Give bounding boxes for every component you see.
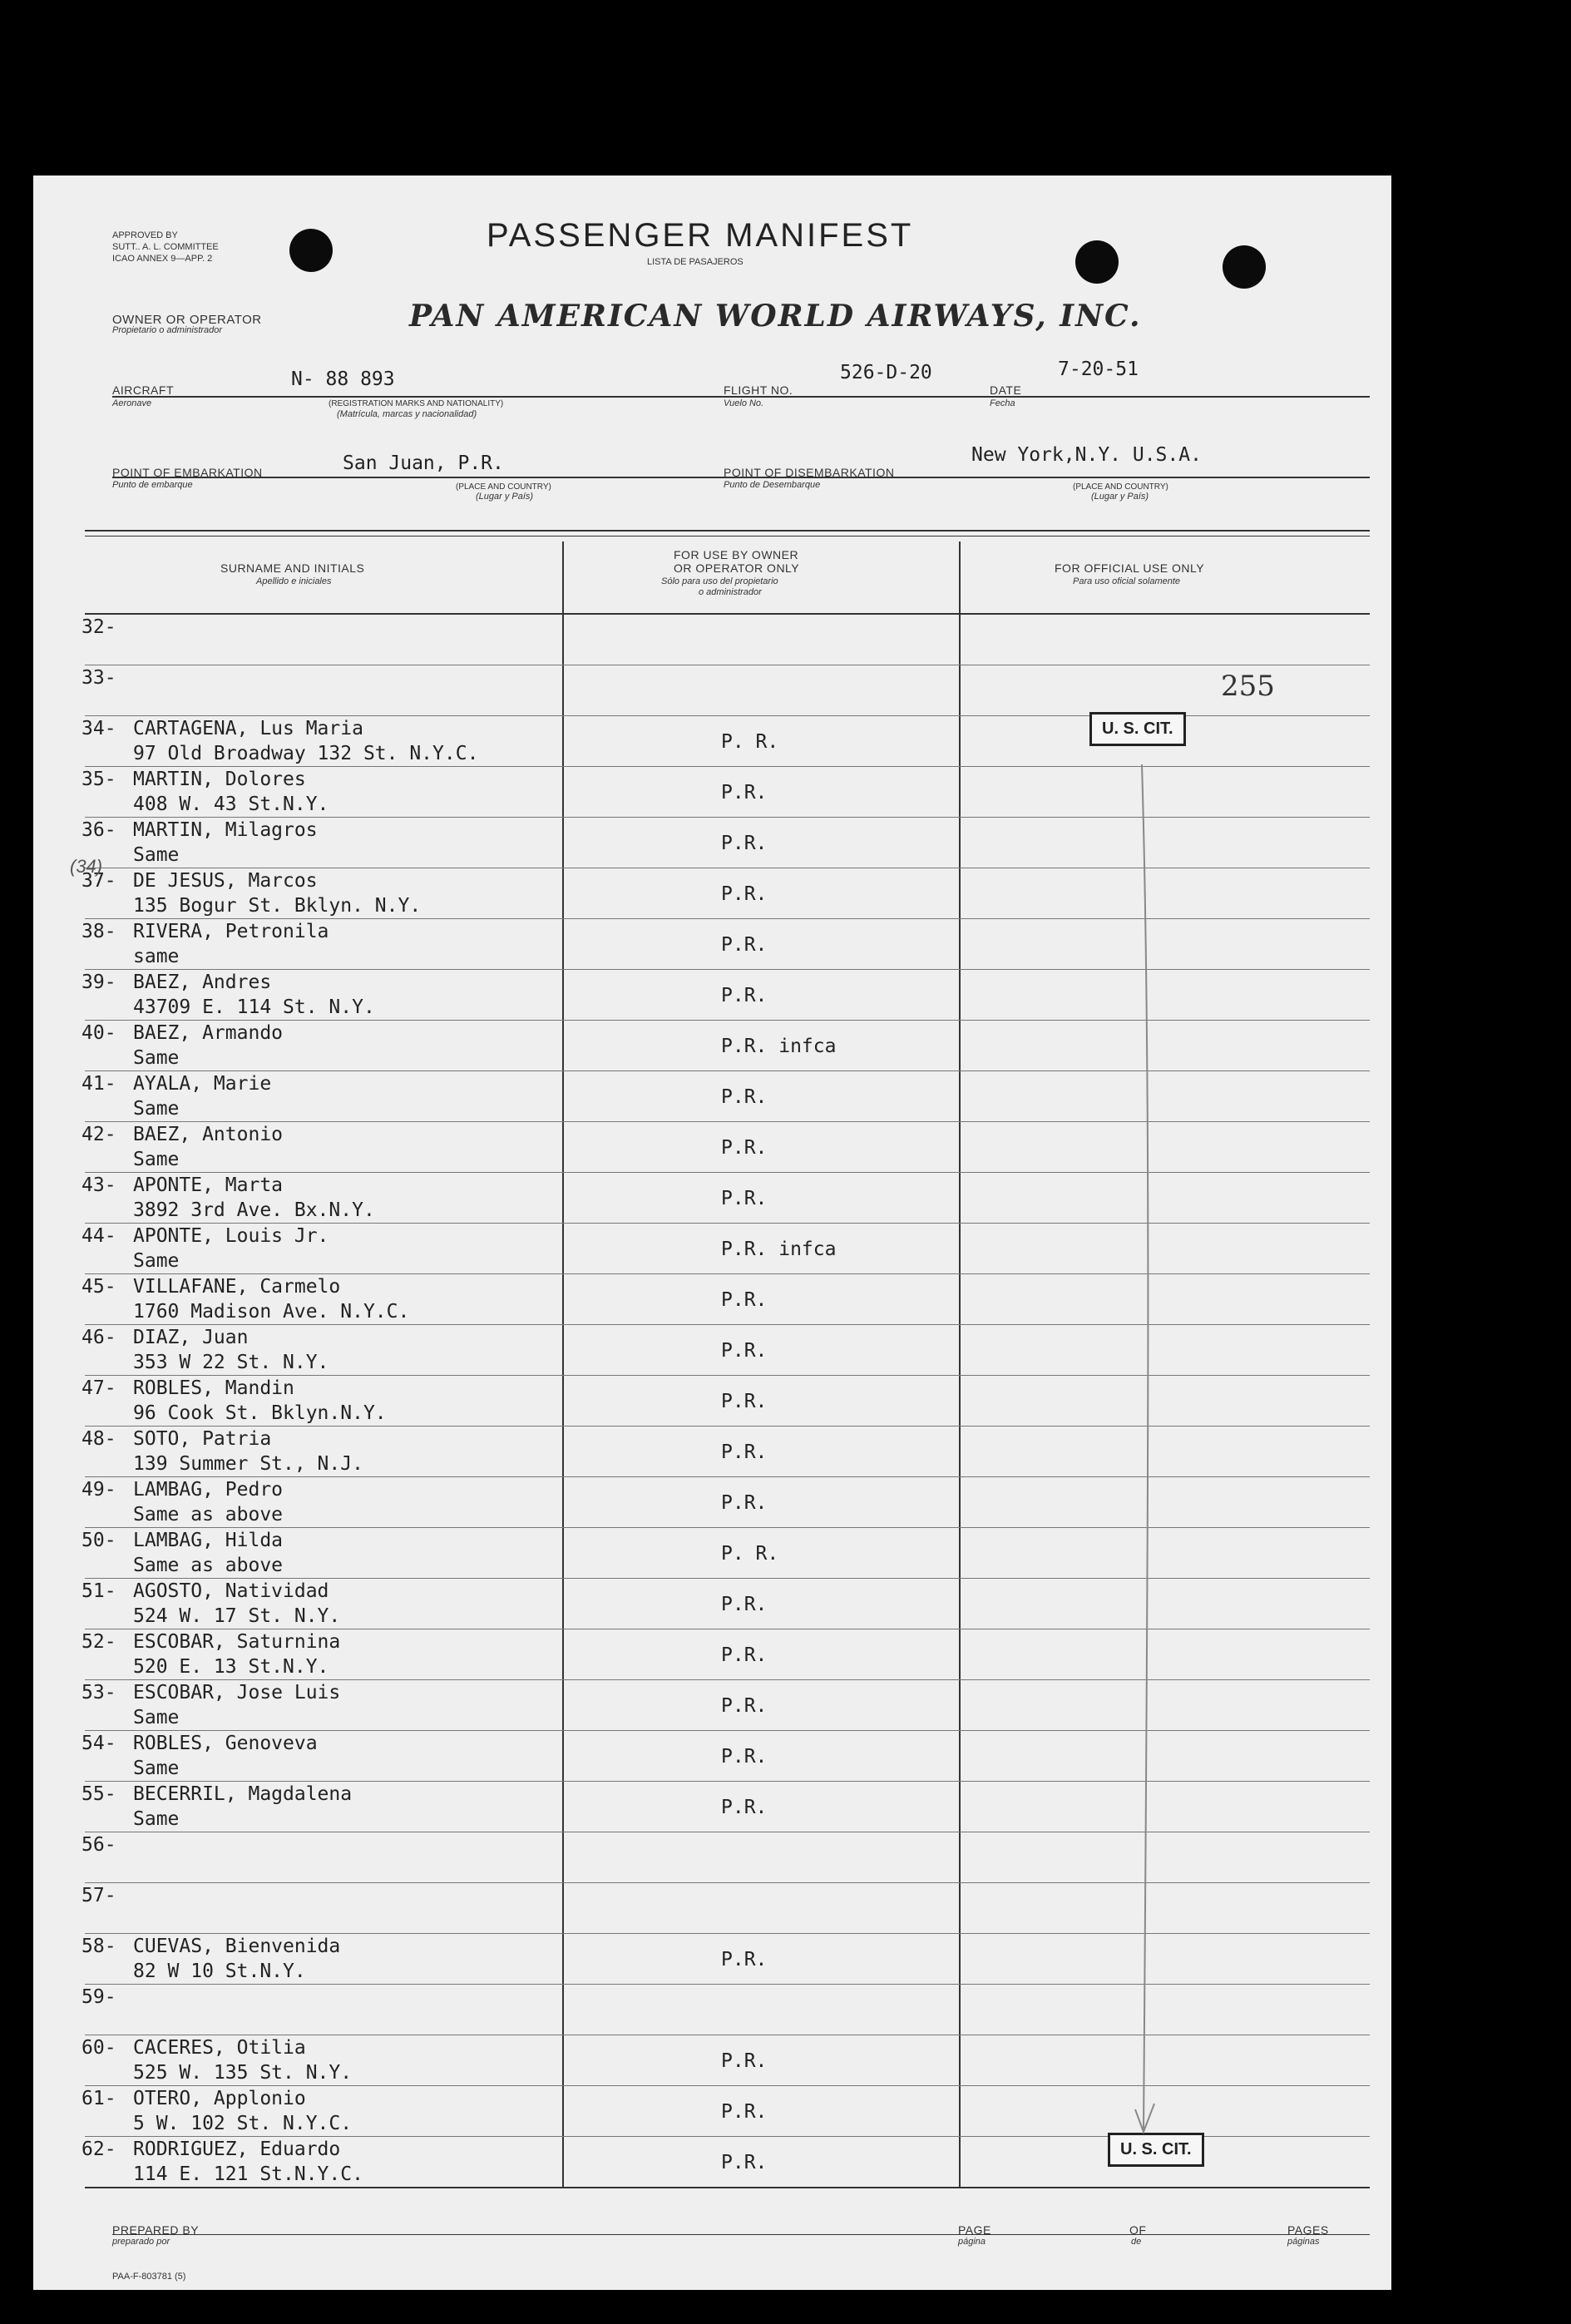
- owner-use-entry: P. R.: [721, 1543, 779, 1565]
- margin-note: (34): [70, 856, 103, 877]
- passenger-name: LAMBAG, Pedro: [133, 1479, 284, 1501]
- owner-use-entry: P. R.: [721, 731, 779, 753]
- col-owner-header-es-1: Sólo para uso del propietario: [661, 576, 778, 586]
- owner-use-entry: P.R.: [721, 782, 768, 804]
- row-number: 55-: [82, 1783, 116, 1805]
- aircraft-label: AIRCRAFT: [112, 383, 174, 397]
- page-label-es: página: [958, 2237, 986, 2247]
- owner-use-entry: P.R.: [721, 833, 768, 854]
- owner-use-entry: P.R.: [721, 2050, 768, 2072]
- passenger-address: 353 W 22 St. N.Y.: [133, 1352, 329, 1373]
- owner-use-entry: P.R.: [721, 883, 768, 905]
- passenger-address: Same: [133, 844, 180, 866]
- us-citizen-stamp-top: U. S. CIT.: [1089, 712, 1186, 746]
- row-number: 52-: [82, 1631, 116, 1653]
- passenger-address: 524 W. 17 St. N.Y.: [133, 1605, 341, 1627]
- row-number: 54-: [82, 1733, 116, 1754]
- col-official-header-es: Para uso oficial solamente: [1073, 576, 1181, 586]
- page-label: PAGE: [958, 2223, 991, 2237]
- passenger-name: APONTE, Marta: [133, 1174, 284, 1196]
- passenger-address: 97 Old Broadway 132 St. N.Y.C.: [133, 743, 479, 764]
- passenger-address: Same as above: [133, 1504, 284, 1525]
- row-number: 36-: [82, 819, 116, 841]
- row-number: 32-: [82, 616, 116, 638]
- col-owner-header-2: OR OPERATOR ONLY: [674, 561, 800, 575]
- page-number-annotation: 255: [1221, 670, 1275, 703]
- row-number: 61-: [82, 2088, 116, 2109]
- owner-use-entry: P.R.: [721, 1340, 768, 1362]
- owner-use-entry: P.R.: [721, 1086, 768, 1108]
- embark-place-label-es: (Lugar y País): [476, 492, 534, 502]
- passenger-address: 43709 E. 114 St. N.Y.: [133, 996, 375, 1018]
- passenger-address: Same: [133, 1098, 180, 1120]
- form-number: PAA-F-803781 (5): [112, 2272, 186, 2282]
- passenger-address: 114 E. 121 St.N.Y.C.: [133, 2163, 363, 2185]
- passenger-name: BAEZ, Armando: [133, 1022, 284, 1044]
- approval-line-1: APPROVED BY: [112, 230, 178, 240]
- owner-use-entry: P.R.: [721, 1289, 768, 1311]
- owner-use-entry: P.R.: [721, 985, 768, 1006]
- row-number: 40-: [82, 1022, 116, 1044]
- date-label: DATE: [990, 383, 1022, 397]
- prepared-by-label-es: preparado por: [112, 2237, 170, 2247]
- pages-label-es: páginas: [1287, 2237, 1320, 2247]
- of-label: OF: [1129, 2223, 1147, 2237]
- row-number: 41-: [82, 1073, 116, 1095]
- passenger-address: Same: [133, 1047, 180, 1069]
- row-number: 43-: [82, 1174, 116, 1196]
- row-number: 35-: [82, 769, 116, 790]
- owner-label-es: Propietario o administrador: [112, 325, 223, 335]
- owner-use-entry: P.R.: [721, 2152, 768, 2173]
- row-number: 59-: [82, 1986, 116, 2008]
- passenger-name: OTERO, Applonio: [133, 2088, 306, 2109]
- date-value: 7-20-51: [1058, 358, 1139, 380]
- owner-use-entry: P.R.: [721, 1492, 768, 1514]
- passenger-address: Same: [133, 1149, 180, 1170]
- disembark-value: New York,N.Y. U.S.A.: [971, 444, 1202, 466]
- passenger-name: ROBLES, Genoveva: [133, 1733, 318, 1754]
- owner-use-entry: P.R.: [721, 1695, 768, 1717]
- passenger-address: 135 Bogur St. Bklyn. N.Y.: [133, 895, 422, 917]
- row-number: 50-: [82, 1530, 116, 1551]
- row-number: 38-: [82, 921, 116, 942]
- owner-use-entry: P.R. infca: [721, 1036, 837, 1057]
- passenger-address: 525 W. 135 St. N.Y.: [133, 2062, 353, 2084]
- owner-use-entry: P.R.: [721, 1949, 768, 1970]
- col-owner-header-es-2: o administrador: [699, 587, 762, 597]
- passenger-name: MARTIN, Milagros: [133, 819, 318, 841]
- row-number: 37-: [82, 870, 116, 892]
- passenger-name: ESCOBAR, Saturnina: [133, 1631, 341, 1653]
- passenger-name: SOTO, Patria: [133, 1428, 272, 1450]
- row-number: 62-: [82, 2139, 116, 2160]
- passenger-name: DIAZ, Juan: [133, 1327, 249, 1348]
- owner-use-entry: P.R.: [721, 1391, 768, 1412]
- passenger-name: RODRIGUEZ, Eduardo: [133, 2139, 341, 2160]
- passenger-name: VILLAFANE, Carmelo: [133, 1276, 341, 1298]
- owner-use-entry: P.R.: [721, 1746, 768, 1768]
- us-citizen-stamp-bottom: U. S. CIT.: [1108, 2133, 1204, 2167]
- passenger-address: Same: [133, 1758, 180, 1779]
- passenger-address: 1760 Madison Ave. N.Y.C.: [133, 1301, 410, 1323]
- passenger-name: BECERRIL, Magdalena: [133, 1783, 353, 1805]
- embark-label-es: Punto de embarque: [112, 480, 193, 490]
- passenger-name: AYALA, Marie: [133, 1073, 272, 1095]
- passenger-address: 408 W. 43 St.N.Y.: [133, 794, 329, 815]
- passenger-name: BAEZ, Antonio: [133, 1124, 284, 1145]
- row-number: 42-: [82, 1124, 116, 1145]
- col-owner-header-1: FOR USE BY OWNER: [674, 548, 799, 561]
- pencil-bracket-line: [33, 176, 1391, 2290]
- owner-use-entry: P.R.: [721, 1797, 768, 1818]
- disembark-place-label: (PLACE AND COUNTRY): [1073, 482, 1168, 492]
- row-number: 47-: [82, 1377, 116, 1399]
- flight-label-es: Vuelo No.: [724, 398, 764, 408]
- disembark-label-es: Punto de Desembarque: [724, 480, 821, 490]
- owner-use-entry: P.R.: [721, 1644, 768, 1666]
- passenger-name: APONTE, Louis Jr.: [133, 1225, 329, 1247]
- owner-use-entry: P.R.: [721, 1188, 768, 1209]
- row-number: 34-: [82, 718, 116, 739]
- approval-line-3: ICAO ANNEX 9—APP. 2: [112, 254, 213, 264]
- passenger-address: Same: [133, 1808, 180, 1830]
- passenger-name: BAEZ, Andres: [133, 972, 272, 993]
- disembark-label: POINT OF DISEMBARKATION: [724, 466, 895, 479]
- row-number: 60-: [82, 2037, 116, 2059]
- passenger-address: same: [133, 946, 180, 967]
- passenger-name: DE JESUS, Marcos: [133, 870, 318, 892]
- col-surname-header: SURNAME AND INITIALS: [220, 561, 365, 575]
- aircraft-label-es: Aeronave: [112, 398, 152, 408]
- owner-use-entry: P.R.: [721, 1594, 768, 1615]
- date-label-es: Fecha: [990, 398, 1015, 408]
- row-number: 48-: [82, 1428, 116, 1450]
- row-number: 56-: [82, 1834, 116, 1856]
- pages-label: PAGES: [1287, 2223, 1329, 2237]
- footer-rule: [112, 2234, 1370, 2235]
- registration-label: (REGISTRATION MARKS AND NATIONALITY): [329, 399, 504, 408]
- page-title-sub: LISTA DE PASAJEROS: [647, 257, 744, 267]
- passenger-address: 139 Summer St., N.J.: [133, 1453, 363, 1475]
- passenger-address: 96 Cook St. Bklyn.N.Y.: [133, 1402, 387, 1424]
- row-number: 58-: [82, 1936, 116, 1957]
- row-number: 49-: [82, 1479, 116, 1501]
- passenger-address: 3892 3rd Ave. Bx.N.Y.: [133, 1199, 375, 1221]
- row-number: 57-: [82, 1885, 116, 1906]
- passenger-address: Same: [133, 1250, 180, 1272]
- row-number: 33-: [82, 667, 116, 689]
- passenger-address: Same as above: [133, 1555, 284, 1576]
- registration-label-es: (Matrícula, marcas y nacionalidad): [337, 409, 477, 419]
- embark-value: San Juan, P.R.: [343, 452, 504, 474]
- owner-use-entry: P.R. infca: [721, 1239, 837, 1260]
- embark-place-label: (PLACE AND COUNTRY): [456, 482, 551, 492]
- owner-use-entry: P.R.: [721, 1441, 768, 1463]
- passenger-name: LAMBAG, Hilda: [133, 1530, 284, 1551]
- passenger-name: CARTAGENA, Lus Maria: [133, 718, 363, 739]
- embark-label: POINT OF EMBARKATION: [112, 466, 263, 479]
- passenger-address: 520 E. 13 St.N.Y.: [133, 1656, 329, 1678]
- row-number: 51-: [82, 1580, 116, 1602]
- flight-value: 526-D-20: [840, 362, 932, 383]
- of-label-es: de: [1131, 2237, 1142, 2247]
- manifest-sheet: [33, 176, 1391, 2290]
- owner-value: PAN AMERICAN WORLD AIRWAYS, INC.: [409, 299, 1142, 334]
- row-number: 53-: [82, 1682, 116, 1703]
- passenger-name: RIVERA, Petronila: [133, 921, 329, 942]
- row-number: 44-: [82, 1225, 116, 1247]
- passenger-address: Same: [133, 1707, 180, 1728]
- owner-use-entry: P.R.: [721, 1137, 768, 1159]
- prepared-by-label: PREPARED BY: [112, 2223, 200, 2237]
- owner-use-entry: P.R.: [721, 2101, 768, 2123]
- passenger-address: 5 W. 102 St. N.Y.C.: [133, 2113, 353, 2134]
- page-title: PASSENGER MANIFEST: [487, 217, 914, 254]
- col-surname-header-es: Apellido e iniciales: [256, 576, 332, 586]
- row-number: 45-: [82, 1276, 116, 1298]
- passenger-name: AGOSTO, Natividad: [133, 1580, 329, 1602]
- passenger-name: MARTIN, Dolores: [133, 769, 306, 790]
- row-number: 39-: [82, 972, 116, 993]
- row-number: 46-: [82, 1327, 116, 1348]
- passenger-address: 82 W 10 St.N.Y.: [133, 1961, 306, 1982]
- flight-label: FLIGHT NO.: [724, 383, 793, 397]
- approval-line-2: SUTT.. A. L. COMMITTEE: [112, 242, 219, 252]
- disembark-place-label-es: (Lugar y País): [1091, 492, 1149, 502]
- passenger-name: ROBLES, Mandin: [133, 1377, 294, 1399]
- owner-use-entry: P.R.: [721, 934, 768, 956]
- passenger-name: CACERES, Otilia: [133, 2037, 306, 2059]
- col-official-header: FOR OFFICIAL USE ONLY: [1055, 561, 1205, 575]
- aircraft-value: N- 88 893: [291, 368, 395, 390]
- passenger-name: CUEVAS, Bienvenida: [133, 1936, 341, 1957]
- passenger-name: ESCOBAR, Jose Luis: [133, 1682, 341, 1703]
- owner-label: OWNER OR OPERATOR: [112, 313, 262, 327]
